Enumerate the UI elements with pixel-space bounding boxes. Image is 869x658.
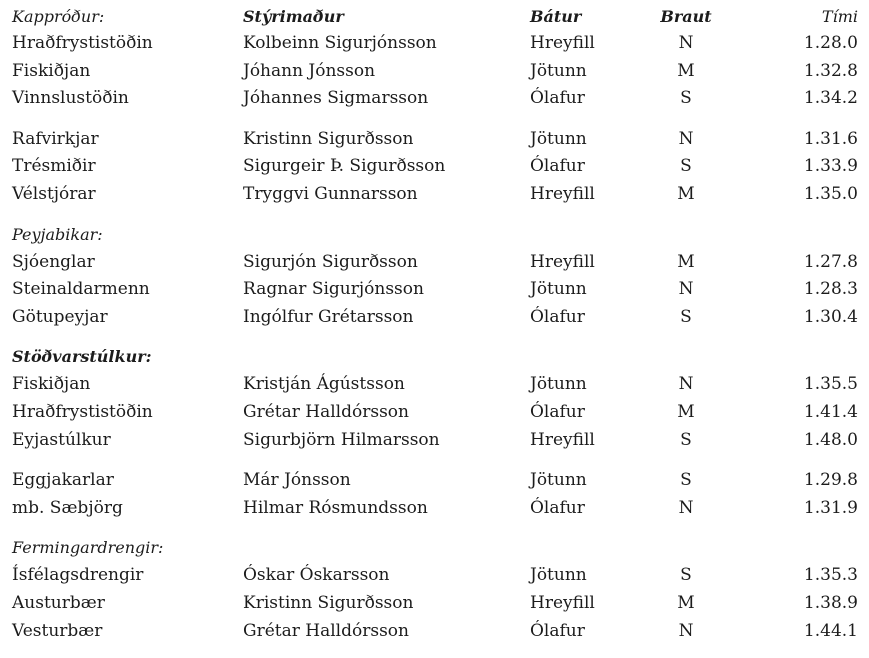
- boat-cell: Ólafur: [530, 156, 585, 176]
- header-lane: Braut: [660, 7, 712, 26]
- boat-cell: Ólafur: [530, 88, 585, 108]
- time-cell: 1.33.9: [803, 156, 858, 176]
- team-cell: Steinaldarmenn: [12, 279, 150, 299]
- lane-cell: N: [678, 621, 694, 641]
- team-cell: Götupeyjar: [12, 307, 108, 327]
- boat-cell: Jötunn: [530, 565, 587, 585]
- table-row: [0, 371, 869, 397]
- helmsman-cell: Óskar Óskarsson: [243, 565, 390, 585]
- boat-cell: Hreyfill: [530, 252, 595, 272]
- lane-cell: S: [680, 88, 692, 108]
- table-row: [0, 562, 869, 588]
- time-cell: 1.34.2: [803, 88, 858, 108]
- helmsman-cell: Ingólfur Grétarsson: [243, 307, 414, 327]
- time-cell: 1.35.5: [803, 374, 858, 394]
- boat-cell: Hreyfill: [530, 184, 595, 204]
- boat-cell: Jötunn: [530, 374, 587, 394]
- boat-cell: Ólafur: [530, 498, 585, 518]
- team-cell: mb. Sæbjörg: [12, 498, 123, 518]
- time-cell: 1.41.4: [803, 402, 858, 422]
- time-cell: 1.30.4: [803, 307, 858, 327]
- time-cell: 1.29.8: [803, 470, 858, 490]
- helmsman-cell: Már Jónsson: [243, 470, 351, 490]
- helmsman-cell: Sigurgeir Þ. Sigurðsson: [243, 156, 446, 176]
- team-cell: Fiskiðjan: [12, 61, 91, 81]
- table-row: [0, 304, 869, 330]
- header-time: Tími: [821, 7, 858, 26]
- team-cell: Vesturbær: [12, 621, 103, 641]
- team-cell: Hraðfrystistöðin: [12, 33, 153, 53]
- helmsman-cell: Sigurbjörn Hilmarsson: [243, 430, 440, 450]
- boat-cell: Hreyfill: [530, 33, 595, 53]
- team-cell: Vinnslustöðin: [12, 88, 129, 108]
- lane-cell: M: [677, 593, 695, 613]
- boat-cell: Jötunn: [530, 61, 587, 81]
- section-title: [0, 222, 869, 248]
- lane-cell: M: [677, 184, 695, 204]
- team-cell: Eggjakarlar: [12, 470, 114, 490]
- team-cell: Austurbær: [12, 593, 105, 613]
- time-cell: 1.35.0: [803, 184, 858, 204]
- table-header: [0, 4, 869, 30]
- helmsman-cell: Jóhann Jónsson: [243, 61, 376, 81]
- helmsman-cell: Kolbeinn Sigurjónsson: [243, 33, 437, 53]
- section-title-label: Peyjabikar:: [12, 224, 103, 244]
- time-cell: 1.28.0: [803, 33, 858, 53]
- header-boat: Bátur: [530, 7, 582, 26]
- lane-cell: N: [678, 129, 694, 149]
- lane-cell: M: [677, 252, 695, 272]
- boat-cell: Hreyfill: [530, 430, 595, 450]
- lane-cell: M: [677, 61, 695, 81]
- section-title-label: Fermingardrengir:: [12, 538, 164, 558]
- helmsman-cell: Kristján Ágústsson: [243, 374, 405, 394]
- team-cell: Eyjastúlkur: [12, 430, 111, 450]
- section-title: [0, 535, 869, 561]
- boat-cell: Jötunn: [530, 129, 587, 149]
- helmsman-cell: Sigurjón Sigurðsson: [243, 252, 418, 272]
- section-title: [0, 344, 869, 370]
- helmsman-cell: Jóhannes Sigmarsson: [243, 88, 429, 108]
- header-helmsman: Stýrimaður: [243, 7, 344, 26]
- table-row: [0, 153, 869, 179]
- table-row: [0, 181, 869, 207]
- time-cell: 1.31.6: [803, 129, 858, 149]
- table-row: [0, 427, 869, 453]
- lane-cell: S: [680, 307, 692, 327]
- boat-cell: Hreyfill: [530, 593, 595, 613]
- time-cell: 1.28.3: [803, 279, 858, 299]
- section-title-label: Stöðvarstúlkur:: [12, 347, 152, 367]
- time-cell: 1.31.9: [803, 498, 858, 518]
- table-row: [0, 126, 869, 152]
- lane-cell: M: [677, 402, 695, 422]
- helmsman-cell: Grétar Halldórsson: [243, 402, 409, 422]
- table-row: [0, 58, 869, 84]
- time-cell: 1.27.8: [803, 252, 858, 272]
- lane-cell: S: [680, 430, 692, 450]
- table-row: [0, 276, 869, 302]
- helmsman-cell: Kristinn Sigurðsson: [243, 593, 414, 613]
- lane-cell: S: [680, 156, 692, 176]
- helmsman-cell: Tryggvi Gunnarsson: [243, 184, 418, 204]
- lane-cell: N: [678, 279, 694, 299]
- table-row: [0, 590, 869, 616]
- header-race: Kappróður:: [12, 7, 105, 26]
- team-cell: Trésmiðir: [12, 156, 96, 176]
- table-row: [0, 399, 869, 425]
- table-row: [0, 495, 869, 521]
- helmsman-cell: Kristinn Sigurðsson: [243, 129, 414, 149]
- time-cell: 1.44.1: [803, 621, 858, 641]
- helmsman-cell: Hilmar Rósmundsson: [243, 498, 428, 518]
- team-cell: Fiskiðjan: [12, 374, 91, 394]
- lane-cell: N: [678, 33, 694, 53]
- boat-cell: Jötunn: [530, 470, 587, 490]
- table-row: [0, 618, 869, 644]
- time-cell: 1.35.3: [803, 565, 858, 585]
- boat-cell: Ólafur: [530, 621, 585, 641]
- team-cell: Vélstjórar: [12, 184, 96, 204]
- time-cell: 1.38.9: [803, 593, 858, 613]
- table-row: [0, 467, 869, 493]
- time-cell: 1.48.0: [803, 430, 858, 450]
- table-row: [0, 85, 869, 111]
- team-cell: Ísfélagsdrengir: [12, 565, 144, 585]
- boat-cell: Ólafur: [530, 402, 585, 422]
- time-cell: 1.32.8: [803, 61, 858, 81]
- lane-cell: S: [680, 470, 692, 490]
- helmsman-cell: Ragnar Sigurjónsson: [243, 279, 424, 299]
- boat-cell: Jötunn: [530, 279, 587, 299]
- team-cell: Rafvirkjar: [12, 129, 99, 149]
- lane-cell: N: [678, 374, 694, 394]
- boat-cell: Ólafur: [530, 307, 585, 327]
- table-row: [0, 30, 869, 56]
- team-cell: Hraðfrystistöðin: [12, 402, 153, 422]
- lane-cell: N: [678, 498, 694, 518]
- table-row: [0, 249, 869, 275]
- lane-cell: S: [680, 565, 692, 585]
- helmsman-cell: Grétar Halldórsson: [243, 621, 409, 641]
- team-cell: Sjóenglar: [12, 252, 95, 272]
